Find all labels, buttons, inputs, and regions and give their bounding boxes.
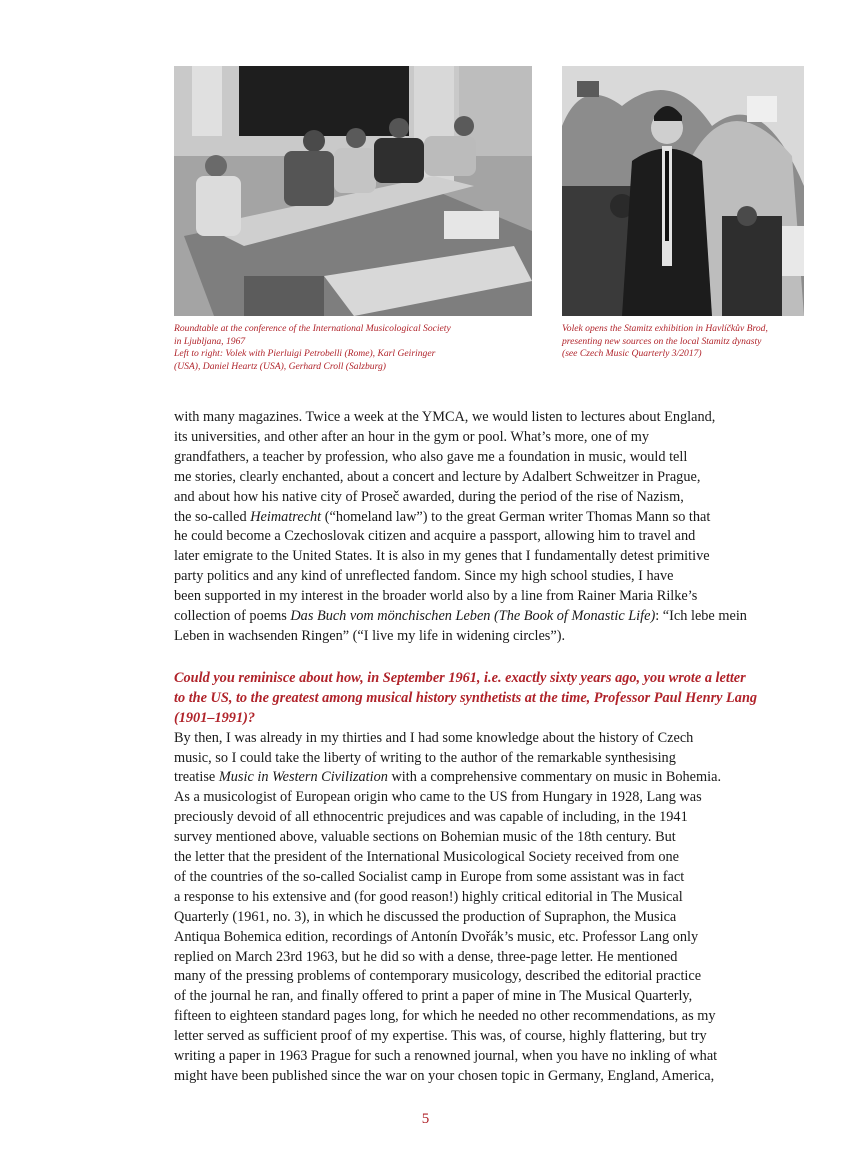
- text-line: survey mentioned above, valuable sections on Bohemian music of the 18th century. But: [174, 829, 676, 846]
- caption-line: Left to right: Volek with Pierluigi Petrobelli (Rome), Karl Geiringer: [174, 348, 436, 359]
- italic-title: Music in Western Civilization: [218, 769, 388, 786]
- text-line: fifteen to eighteen standard pages long, for which he needed no other recommendations, as my: [174, 1008, 716, 1025]
- text-line: replied on March 23rd 1963, but he did so with a dense, three-page letter. He mentioned: [174, 948, 678, 965]
- text-line: Leben in wachsenden Ringen” (“I live my life in widening circles”).: [174, 627, 566, 644]
- text-line: with many magazines. Twice a week at the YMCA, we would listen to lectures about England,: [174, 409, 716, 425]
- text-line: writing a paper in 1963 Prague for such a renowned journal, when you have no inkling of what: [174, 1048, 718, 1065]
- text-line: letter served as sufficient proof of my expertise. This was, of course, highly flattering, but try: [174, 1028, 707, 1045]
- text-line: grandfathers, a teacher by profession, who also gave me a foundation in music, would tell: [174, 448, 688, 465]
- caption-line: (USA), Daniel Heartz (USA), Gerhard Croll (Salzburg): [174, 360, 386, 372]
- text-line: the letter that the president of the International Musicological Society received from one: [174, 849, 679, 866]
- text-line: later emigrate to the United States. It is also in my genes that I fundamentally detest primitive: [174, 548, 710, 565]
- interview-question: [174, 669, 814, 729]
- roundtable-caption: [174, 323, 534, 373]
- text-line: treatise Music in Western Civilization with a comprehensive commentary on music in Bohemia.: [174, 769, 722, 786]
- text-line: me stories, clearly enchanted, about a concert and lecture by Adalbert Schweitzer in Prague,: [174, 468, 701, 485]
- text-line: Antiqua Bohemica edition, recordings of Antonín Dvořák’s music, etc. Professor Lang only: [174, 928, 699, 945]
- text-line: By then, I was already in my thirties and I had some knowledge about the history of Czech: [174, 729, 694, 746]
- text-line: the so-called Heimatrecht (“homeland law”) to the great German writer Thomas Mann so that: [174, 508, 711, 525]
- text-line: of the countries of the so-called Socialist camp in Europe from some assistant was in fact: [174, 868, 685, 885]
- stamitz-exhibition-photo: [562, 66, 804, 316]
- text-line: and about how his native city of Proseč awarded, during the period of the rise of Nazism,: [174, 488, 684, 505]
- text-line: a response to his extensive and (for good reason!) highly critical editorial in The Musical: [174, 888, 683, 905]
- text-line: been supported in my interest in the broader world also by a line from Rainer Maria Rilke’s: [174, 588, 698, 605]
- stamitz-caption: [562, 323, 807, 361]
- article-body: [174, 408, 814, 1087]
- text-line: preciously devoid of all ethnocentric prejudices and was capable of including, in the 1941: [174, 809, 688, 826]
- page-number: 5: [421, 1111, 430, 1127]
- caption-line: Volek opens the Stamitz exhibition in Havlíčkův Brod,: [562, 323, 768, 334]
- text-line: collection of poems Das Buch vom mönchischen Leben (The Book of Monastic Life): “Ich lebe mein: [174, 608, 747, 625]
- text-line: might have been published since the war on your chosen topic in Germany, England, America,: [174, 1068, 715, 1084]
- question-line: to the US, to the greatest among musical history synthetists at the time, Professor Paul Henry Lang: [174, 689, 758, 706]
- paragraph-intro: [174, 408, 814, 647]
- text-line: Quarterly (1961, no. 3), in which he discussed the production of Supraphon, the Musica: [174, 908, 677, 925]
- italic-title: Heimatrecht: [250, 508, 322, 525]
- interview-answer: [174, 729, 814, 1087]
- caption-line: presenting new sources on the local Stamitz dynasty: [562, 335, 762, 347]
- text-line: party politics and any kind of unreflected fandom. Since my high school studies, I have: [174, 568, 674, 585]
- caption-line: (see Czech Music Quarterly 3/2017): [562, 348, 702, 359]
- text-line: As a musicologist of European origin who came to the US from Hungary in 1928, Lang was: [174, 789, 702, 806]
- text-line: of the journal he ran, and finally offered to print a paper of mine in The Musical Quarterly,: [174, 988, 693, 1005]
- text-line: its universities, and other after an hour in the gym or pool. What’s more, one of my: [174, 428, 650, 445]
- roundtable-photo: [174, 66, 532, 316]
- text-line: he could become a Czechoslovak citizen and acquire a passport, allowing him to travel and: [174, 528, 696, 545]
- question-line: (1901–1991)?: [174, 709, 256, 726]
- text-line: music, so I could take the liberty of writing to the author of the remarkable synthesising: [174, 749, 676, 766]
- caption-line: Roundtable at the conference of the International Musicological Society: [174, 323, 451, 334]
- question-line: Could you reminisce about how, in September 1961, i.e. exactly sixty years ago, you wrote a letter: [174, 669, 746, 686]
- text-line: many of the pressing problems of contemporary musicology, described the editorial practice: [174, 968, 702, 985]
- italic-title: Das Buch vom mönchischen Leben (The Book of Monastic Life): [290, 608, 656, 625]
- caption-line: in Ljubljana, 1967: [174, 335, 246, 347]
